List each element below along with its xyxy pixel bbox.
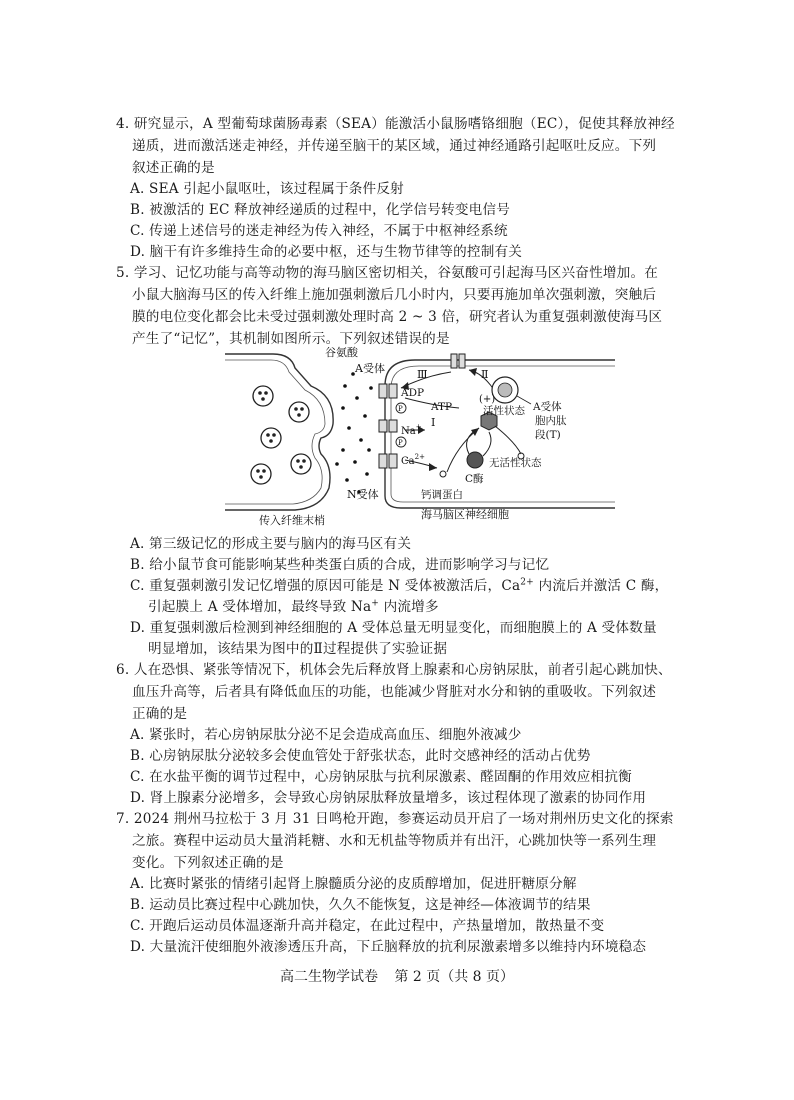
q4-stem-line-2: 递质，进而激活迷走神经，并传递至脑干的某区域，通过神经通路引起呕吐反应。下列 <box>132 138 657 154</box>
q5-option-c-line-2: 引起膜上 A 受体增加，最终导致 Na+ 内流增多 <box>148 598 439 615</box>
label-na: Na+ <box>401 423 422 437</box>
a-receptor-channel <box>379 384 397 432</box>
label-inactive-state: 无活性状态 <box>489 457 542 469</box>
q6-stem-line-3: 正确的是 <box>132 706 188 722</box>
label-calmodulin: 钙调蛋白 <box>421 489 463 501</box>
q5-stem-line-1: 5. 学习、记忆功能与高等动物的海马脑区密切相关，谷氨酸可引起海马区兴奋性增加。在 <box>116 265 659 281</box>
label-a-receptor-peptide-1: A受体 <box>533 401 562 413</box>
q6-option-d: D. 肾上腺素分泌增多，会导致心房钠尿肽释放量增多，该过程体现了激素的协同作用 <box>130 790 647 806</box>
label-atp: ATP <box>431 401 453 413</box>
q5-option-a: A. 第三级记忆的形成主要与脑内的海马区有关 <box>130 536 412 552</box>
label-p-1: P <box>398 405 403 413</box>
q5-option-c-line-1: C. 重复强刺激引发记忆增强的原因可能是 N 受体被激活后，$Ca^{2+}$ 内流后并激活 C 酶， <box>130 577 669 594</box>
q7-option-a: A. 比赛时紧张的情绪引起肾上腺髓质分泌的皮质醇增加，促进肝糖原分解 <box>130 876 577 892</box>
label-a-receptor-peptide-3: 段(T) <box>535 429 561 441</box>
label-a-receptor: A受体 <box>355 362 385 375</box>
footer-page-number: 第 2 页（共 8 页） <box>394 969 515 985</box>
q4-option-a: A. SEA 引起小鼠呕吐，该过程属于条件反射 <box>130 181 404 197</box>
glutamate-molecules <box>335 372 373 494</box>
q4-option-b: B. 被激活的 EC 释放神经递质的过程中，化学信号转变电信号 <box>130 202 511 218</box>
q5-stem-line-2: 小鼠大脑海马区的传入纤维上施加强刺激后几小时内，只要再施加单次强刺激，突触后 <box>132 287 657 303</box>
label-process-2: Ⅱ <box>481 368 489 381</box>
page-footer <box>0 966 794 986</box>
q6-option-c: C. 在水盐平衡的调节过程中，心房钠尿肽与抗利尿激素、醛固酮的作用效应相抗衡 <box>130 769 632 785</box>
label-plus: (+) <box>479 394 496 405</box>
q7-option-c: C. 开跑后运动员体温逐渐升高并稳定，在此过程中，产热量增加，散热量不变 <box>130 918 605 934</box>
q7-option-d: D. 大量流汗使细胞外液渗透压升高，下丘脑释放的抗利尿激素增多以维持内环境稳态 <box>130 939 647 955</box>
label-adp: ADP <box>401 387 425 399</box>
q7-option-b: B. 运动员比赛过程中心跳加快，久久不能恢复，这是神经—体液调节的结果 <box>130 897 591 913</box>
label-n-receptor: N受体 <box>347 488 379 501</box>
q4-stem-line-3: 叙述正确的是 <box>132 160 215 176</box>
label-process-3: Ⅲ <box>417 368 428 381</box>
label-afferent-terminal: 传入纤维末梢 <box>259 514 325 526</box>
synapse-mechanism-diagram <box>225 346 615 526</box>
q5-stem-line-3: 膜的电位变化都会比未受过强刺激处理时高 2 ~ 3 倍，研究者认为重复强刺激使海马区 <box>132 309 663 325</box>
label-p-2: P <box>398 439 403 447</box>
footer-subject: 高二生物学试卷 <box>279 969 378 985</box>
n-receptor-channel <box>379 454 397 468</box>
label-hippocampal-neuron: 海马脑区神经细胞 <box>421 508 509 521</box>
inactive-c-enzyme <box>467 452 483 468</box>
q5-option-d-line-2: 明显增加，该结果为图中的Ⅱ过程提供了实验证据 <box>148 641 448 657</box>
q4-option-d: D. 脑干有许多维持生命的必要中枢，还与生物节律等的控制有关 <box>130 244 523 260</box>
q4-option-c: C. 传递上述信号的迷走神经为传入神经，不属于中枢神经系统 <box>130 223 508 239</box>
q5-option-d-line-1: D. 重复强刺激后检测到神经细胞的 A 受体总量无明显变化，而细胞膜上的 A 受体数量 <box>130 620 657 636</box>
label-active-state: 活性状态 <box>483 405 525 417</box>
label-ca: $Ca^{2+}$ <box>401 453 425 467</box>
label-c-enzyme: C酶 <box>465 473 484 485</box>
q5-option-b: B. 给小鼠节食可能影响某些种类蛋白质的合成，进而影响学习与记忆 <box>130 557 550 573</box>
q7-stem-line-2: 之旅。赛程中运动员大量消耗糖、水和无机盐等物质并有出汗，心跳加快等一系列生理 <box>132 833 657 849</box>
q5-stem-line-4: 产生了“记忆”，其机制如图所示。下列叙述错误的是 <box>132 331 450 347</box>
label-glutamate: 谷氨酸 <box>325 346 358 359</box>
q6-option-b: B. 心房钠尿肽分泌较多会使血管处于舒张状态，此时交感神经的活动占优势 <box>130 748 591 764</box>
label-process-1: Ⅰ <box>431 416 436 429</box>
q7-stem-line-1: 7. 2024 荆州马拉松于 3 月 31 日鸣枪开跑，参赛运动员开启了一场对荆州历史文化的探索 <box>116 811 674 827</box>
q4-stem-line-1: 4. 研究显示，A 型葡萄球菌肠毒素（SEA）能激活小鼠肠嗜铬细胞（EC），促使其释放神经 <box>116 116 675 132</box>
q6-stem-line-1: 6. 人在恐惧、紧张等情况下，机体会先后释放肾上腺素和心房钠尿肽，前者引起心跳加快、 <box>116 662 672 678</box>
label-a-receptor-peptide-2: 胞内肽 <box>535 415 567 427</box>
q7-stem-line-3: 变化。下列叙述正确的是 <box>132 855 284 871</box>
q6-stem-line-2: 血压升高等，后者具有降低血压的功能，也能减少肾脏对水分和钠的重吸收。下列叙述 <box>132 684 657 700</box>
q6-option-a: A. 紧张时，若心房钠尿肽分泌不足会造成高血压、细胞外液减少 <box>130 727 522 743</box>
